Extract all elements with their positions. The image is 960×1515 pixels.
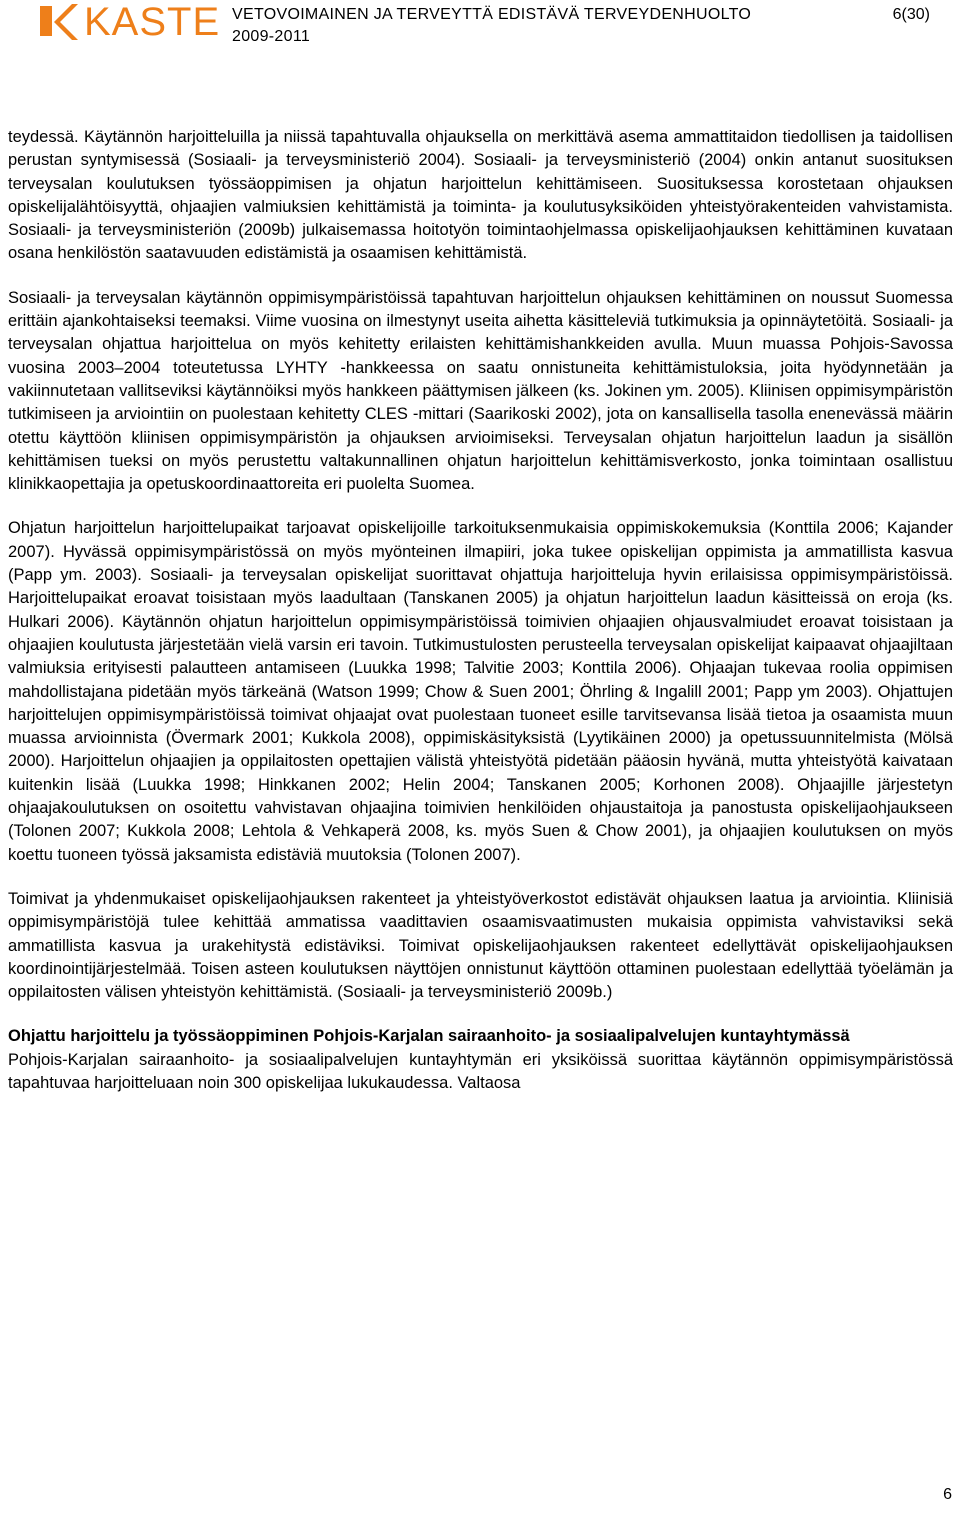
- document-years: 2009-2011: [232, 28, 311, 45]
- paragraph-1: teydessä. Käytännön harjoitteluilla ja niissä tapahtuvalla ohjauksella on merkittävä asema ammattitaidon tiedollisen ja taidollisen perustan syntymisessä (Sosiaali- ja terveysministeriö 2004). Sosiaali- ja terveysministeriö (2004) onkin antanut suosituksen terveysalan koulutuksen työssäoppimisen ja ohjatun harjoittelun kehittämiseen. Suosituksessa korostetaan ohjauksen opiskelijalähtöisyyttä, ohjaajien valmiuksien kehittämistä ja toiminta- ja koulutusyksiköiden yhteistyörakenteiden vahvistamista. Sosiaali- ja terveysministeriön (2009b) julkaisemassa hoitotyön toimintaohjelmassa opiskelijaohjauksen kehittäminen kuvataan osana henkilöstön saatavuuden edistämistä ja osaamisen kehittämistä.: [8, 128, 953, 263]
- footer-page-number: 6: [943, 1486, 952, 1503]
- document-body: [8, 126, 953, 1116]
- document-title: VETOVOIMAINEN JA TERVEYTTÄ EDISTÄVÄ TERVEYDENHUOLTO: [232, 6, 752, 23]
- kaste-logo: [38, 0, 221, 44]
- header-page-reference: 6(30): [892, 6, 930, 23]
- section-heading: Ohjattu harjoittelu ja työssäoppiminen Pohjois-Karjalan sairaanhoito- ja sosiaalipalvelujen kuntayhtymässä: [8, 1027, 850, 1046]
- kaste-logo-mark-icon: [38, 2, 78, 40]
- paragraph-3: Ohjatun harjoittelun harjoittelupaikat tarjoavat opiskelijoille tarkoituksenmukaisia oppimiskokemuksia (Konttila 2006; Kajander 2007). Hyvässä oppimisympäristössä on myös myönteinen ilmapiiri, joka tukee opiskelijan oppimista ja ammatillista kasvua (Papp ym. 2003). Sosiaali- ja terveysalan opiskelijat suorittavat ohjattuja harjoitteluja hyvin erilaisissa oppimisympäristöissä. Harjoittelupaikat eroavat toisistaan myös laadultaan (Tanskanen 2005) ja ohjatun harjoittelun laadun käsitteissä on eroja (ks. Hulkari 2006). Käytännön ohjatun harjoittelun oppimisympäristöissä toimivien ohjaajien ohjausvalmiudet eroavat toisistaan ja ohjaajien koulutusta järjestetään vielä varsin eri tavoin. Tutkimustulosten perusteella terveysalan opiskelijat kaipaavat ohjaajiltaan valmiuksia erityisesti palautteen antamiseen (Luukka 1998; Talvitie 2003; Konttila 2006). Ohjaajan tukevaa roolia oppimisen mahdollistajana pidetään myös tärkeänä (Watson 1999; Chow & Suen 2001; Öhrling & Ingalill 2001; Papp ym 2003). Ohjattujen harjoittelujen oppimisympäristöissä toimivat ohjaajat ovat puolestaan tuoneet esille tarvitsevansa lisää tietoa ja osaamista muun muassa arvioinnista (Övermark 2001; Kukkola 2008), oppimiskäsityksistä (Lyytikäinen 2000) ja opetussuunnitelmista (Mölsä 2000). Harjoittelun ohjaajien ja oppilaitosten opettajien välistä yhteistyötä pidetään pääosin hyvänä, mutta yhteistyötä kaivataan kuitenkin lisää (Luukka 1998; Hinkkanen 2002; Helin 2004; Tanskanen 2005; Korhonen 2008). Ohjaajille järjestetyn ohjaajakoulutuksen on osoitettu vahvistavan ohjaajina toimivien henkilöiden ohjaustaitoja ja panostusta opiskelijaohjaukseen (Tolonen 2007; Kukkola 2008; Lehtola & Vehkaperä 2008, ks. myös Suen & Chow 2001), ja ohjaajien koulutuksen on myös koettu tuoneen työssä jaksamista edistäviä muutoksia (Tolonen 2007).: [8, 519, 953, 864]
- paragraph-2: Sosiaali- ja terveysalan käytännön oppimisympäristöissä tapahtuvan harjoittelun ohjauksen kehittäminen on noussut Suomessa erittäin ajankohtaiseksi teemaksi. Viime vuosina on ilmestynyt useita aihetta käsitteleviä tutkimuksia ja opinnäytetöitä. Sosiaali- ja terveysalan ohjattua harjoittelua on myös kehitetty erilaisten kehittämishankkeiden avulla. Muun muassa Pohjois-Savossa vuosina 2003–2004 toteutetussa LYHTY -hankkeessa on saatu onnistuneita kehittämistuloksia, joita hyödynnetään ja vakiinnutetaan vallitseviksi käytännöiksi myös hankkeen päättymisen jälkeen (ks. Jokinen ym. 2005). Kliinisen oppimisympäristön tutkimiseen ja arviointiin on puolestaan kehitetty CLES -mittari (Saarikoski 2002), jota on kansallisella tasolla enenevässä määrin otettu käyttöön kliinisen oppimisympäristön ja ohjauksen arvioimiseksi. Terveysalan ohjatun harjoittelun laadun ja sisällön kehittämisen tueksi on myös perustettu valtakunnallinen ohjatun harjoittelun kehittämisverkosto, jonka toimintaan osallistuu klinikkaopettajia ja opetuskoordinaattoreita eri puolelta Suomea.: [8, 288, 953, 494]
- paragraph-5: Pohjois-Karjalan sairaanhoito- ja sosiaalipalvelujen kuntayhtymän eri yksiköissä suorittaa käytännön oppimisympäristössä tapahtuvaa harjoitteluaan noin 300 opiskelijaa lukukaudessa. Valtaosa: [8, 1050, 953, 1092]
- page-header: [0, 0, 960, 60]
- logo-text: KASTE: [84, 0, 221, 44]
- paragraph-4: Toimivat ja yhdenmukaiset opiskelijaohjauksen rakenteet ja yhteistyöverkostot edistävät ohjauksen laatua ja arviointia. Kliinisiä oppimisympäristöjä tulee kehittää ammatissa vaadittavien osaamisvaatimusten mukaisia oppimista vahvistaviksi sekä ammatillista kasvua ja urakehitystä edistäviksi. Toimivat opiskelijaohjauksen rakenteet edellyttävät opiskelijaohjauksen koordinointijärjestelmää. Toisen asteen koulutuksen näyttöjen onnistunut käyttöön ottaminen puolestaan edellyttää työelämän ja oppilaitosten välisen yhteistyön kehittämistä. (Sosiaali- ja terveysministeriö 2009b.): [8, 889, 953, 1002]
